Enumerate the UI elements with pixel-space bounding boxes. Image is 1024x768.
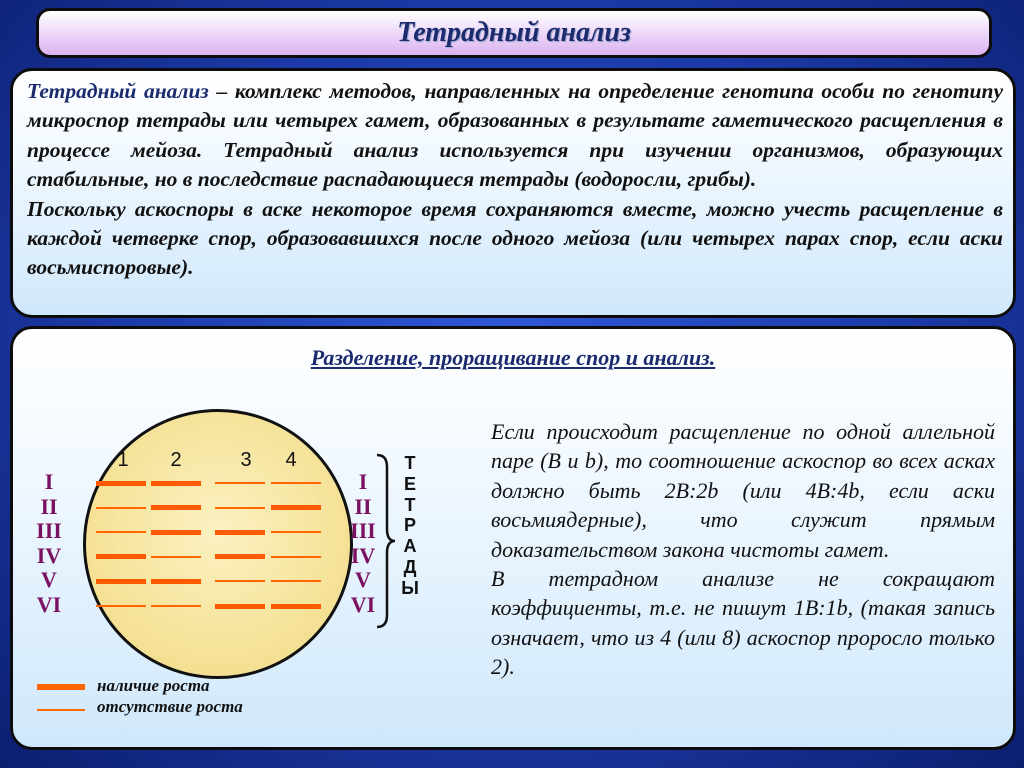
row-label: I — [358, 469, 368, 494]
no-growth-bar — [96, 605, 146, 607]
no-growth-bar — [215, 580, 265, 582]
tetrads-letter: Е — [403, 473, 416, 494]
explanation-paragraph-1: Если происходит расщепление по одной аллельной паре (B и b), то соотношение аскоспор во всех асках должно быть 2B:2b (или 4B:4b, если аски восьмиядерные), что служит прямым доказательством закона чистоты гамет. — [491, 419, 995, 562]
row-label: III — [36, 518, 62, 544]
no-growth-bar — [151, 556, 201, 558]
growth-bar — [96, 579, 146, 584]
growth-bar — [271, 604, 321, 609]
page-title: Тетрадный анализ — [397, 17, 631, 48]
definition-paragraph-2: Поскольку аскоспоры в аске некоторое время сохраняются вместе, можно учесть расщепление в каждой четверке спор, образовавшихся после одного мейоза (или четырех парах спор, если аски восьмиспоровые). — [27, 196, 1003, 280]
legend-no-growth-swatch — [37, 709, 85, 711]
tetrads-label — [399, 453, 421, 599]
column-number: 2 — [170, 449, 182, 471]
growth-bar — [215, 604, 265, 609]
no-growth-bar — [96, 507, 146, 509]
definition-paragraph-1 — [27, 77, 1003, 195]
tetrads-letter: Д — [403, 556, 417, 577]
column-number: 3 — [240, 449, 252, 471]
title-bar — [36, 8, 992, 58]
growth-bar — [151, 481, 201, 486]
row-labels-left — [29, 470, 69, 618]
explanation-text — [491, 417, 995, 682]
row-label: II — [40, 493, 58, 519]
growth-bar — [151, 579, 201, 584]
curly-brace-icon — [375, 453, 397, 629]
no-growth-bar — [215, 507, 265, 509]
definition-panel — [10, 68, 1016, 318]
row-label: VI — [36, 591, 62, 617]
row-label: V — [355, 567, 371, 593]
growth-bar — [151, 530, 201, 535]
definition-text — [27, 77, 1003, 283]
no-growth-bar — [271, 556, 321, 558]
row-label: IV — [350, 542, 376, 568]
no-growth-bar — [215, 482, 265, 484]
growth-bar — [215, 554, 265, 559]
growth-bar — [151, 505, 201, 510]
no-growth-bar — [271, 482, 321, 484]
growth-bar — [96, 481, 146, 486]
row-label: VI — [350, 591, 376, 617]
growth-bar — [96, 554, 146, 559]
no-growth-bar — [271, 531, 321, 533]
growth-bar — [215, 530, 265, 535]
tetrads-letter: А — [403, 536, 417, 557]
tetrads-letter: Р — [403, 515, 416, 536]
definition-term: Тетрадный анализ — [27, 79, 209, 103]
tetrads-letter: Т — [404, 453, 416, 473]
row-label: III — [350, 518, 376, 544]
tetrads-letter: Ы — [401, 577, 419, 598]
no-growth-bar — [271, 580, 321, 582]
definition-para1-rest: – комплекс методов, направленных на определение генотипа особи по генотипу микроспор тетрады или четырех гамет, образованных в результате гаметического расщепления в процессе мейоза. Тетрадный анализ используется при изучении организмов, образующих стабильные, но в последствие распадающиеся тетрады (водоросли, грибы). — [27, 79, 1003, 192]
legend-growth-label: наличие роста — [97, 676, 210, 695]
legend-growth-swatch — [37, 684, 85, 690]
explanation-paragraph-2: В тетрадном анализе не сокращают коэффициенты, т.е. не пишут 1B:1b, (такая запись означает, что из 4 (или 8) аскоспор проросло только 2). — [491, 566, 995, 680]
growth-bar — [271, 505, 321, 510]
section-title: Разделение, проращивание спор и анализ. — [310, 345, 716, 370]
row-label: I — [44, 469, 54, 494]
column-number: 1 — [117, 449, 129, 471]
tetrads-letter: Т — [404, 494, 416, 515]
analysis-panel — [10, 326, 1016, 750]
column-number: 4 — [285, 449, 297, 471]
no-growth-bar — [151, 605, 201, 607]
legend-no-growth-label: отсутствие роста — [97, 697, 243, 716]
no-growth-bar — [96, 531, 146, 533]
row-label: II — [354, 493, 372, 519]
row-label: V — [41, 567, 57, 593]
row-label: IV — [36, 542, 62, 568]
